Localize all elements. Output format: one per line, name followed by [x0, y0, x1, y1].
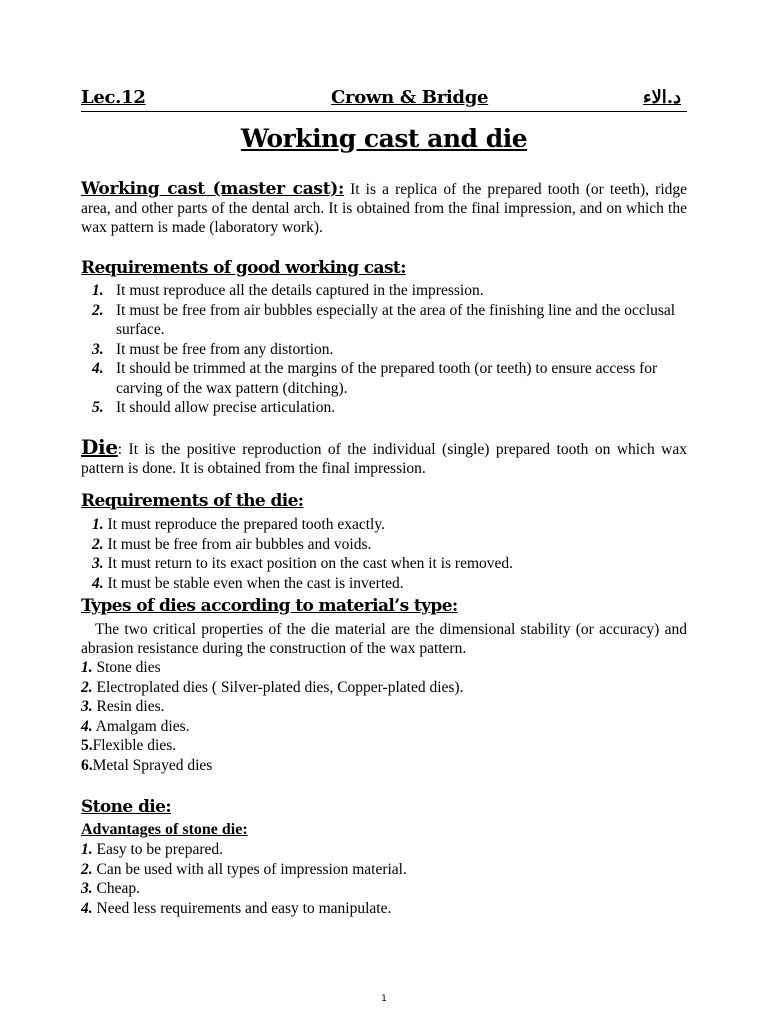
- list-item: 3. Resin dies.: [81, 698, 165, 715]
- list-item: 2. It must be free from air bubbles especially at the area of the finishing line and the occlusal surface.: [92, 301, 676, 338]
- stone-die-advantages-heading: Advantages of stone die:: [81, 821, 248, 838]
- working-cast-paragraph: [81, 180, 687, 237]
- list-item: 2. Electroplated dies ( Silver-plated dies, Copper-plated dies).: [81, 678, 464, 696]
- cast-requirements-heading: Requirements of good working cast:: [81, 258, 406, 278]
- list-item: 4. Need less requirements and easy to manipulate.: [81, 899, 392, 917]
- die-term: Die: [81, 435, 118, 459]
- list-item: 4. It must be stable even when the cast is inverted.: [92, 574, 404, 592]
- working-cast-term: Working cast (master cast):: [81, 179, 344, 199]
- list-item: 4. It should be trimmed at the margins of the prepared tooth (or teeth) to ensure access for carving of the wax pattern (ditching).: [92, 360, 658, 397]
- list-item: 4. Amalgam dies.: [81, 717, 190, 735]
- die-requirements-list: [92, 515, 688, 593]
- page-header: [81, 87, 687, 112]
- list-item: 2. Can be used with all types of impression material.: [81, 860, 407, 878]
- list-item: 3. Cheap.: [81, 880, 140, 897]
- page-title: Working cast and die: [240, 124, 528, 153]
- list-item: 2. It must be free from air bubbles and voids.: [92, 535, 372, 553]
- author-name: د.الاء: [642, 87, 681, 108]
- page-number: 1: [381, 994, 387, 1004]
- list-item: 1. Easy to be prepared.: [81, 841, 224, 858]
- list-item: 6.Metal Sprayed dies: [81, 756, 213, 774]
- die-types-intro: The two critical properties of the die material are the dimensional stability (or accuracy) and abrasion resistance during the construction of the wax pattern.: [81, 621, 687, 657]
- course-name: Crown & Bridge: [331, 87, 489, 108]
- list-item: 1. Stone dies: [81, 659, 161, 676]
- list-item: 3. It must be free from any distortion.: [92, 340, 334, 358]
- die-requirements-heading: Requirements of the die:: [81, 491, 304, 511]
- list-item: 3. It must return to its exact position on the cast when it is removed.: [92, 555, 514, 572]
- cast-requirements-list: [92, 281, 688, 418]
- stone-die-heading: Stone die:: [81, 797, 171, 817]
- lecture-number: Lec.12: [81, 87, 146, 108]
- die-definition: : It is the positive reproduction of the individual (single) prepared tooth on which wax pattern is done. It is obtained from the final impression.: [81, 441, 687, 477]
- working-cast-definition: It is a replica of the prepared tooth (or teeth), ridge area, and other parts of the dental arch. It is obtained from the final impression, and on which the wax pattern is made (laboratory work).: [81, 181, 688, 236]
- die-types-heading: Types of dies according to material’s type:: [81, 596, 458, 616]
- list-item: 1. It must reproduce all the details captured in the impression.: [92, 282, 484, 299]
- list-item: 5.Flexible dies.: [81, 737, 177, 754]
- stone-die-advantages-list: [81, 840, 687, 918]
- die-paragraph: [81, 435, 687, 478]
- list-item: 1. It must reproduce the prepared tooth exactly.: [92, 516, 385, 533]
- list-item: 5. It should allow precise articulation.: [92, 399, 336, 416]
- die-types-list: [81, 658, 687, 775]
